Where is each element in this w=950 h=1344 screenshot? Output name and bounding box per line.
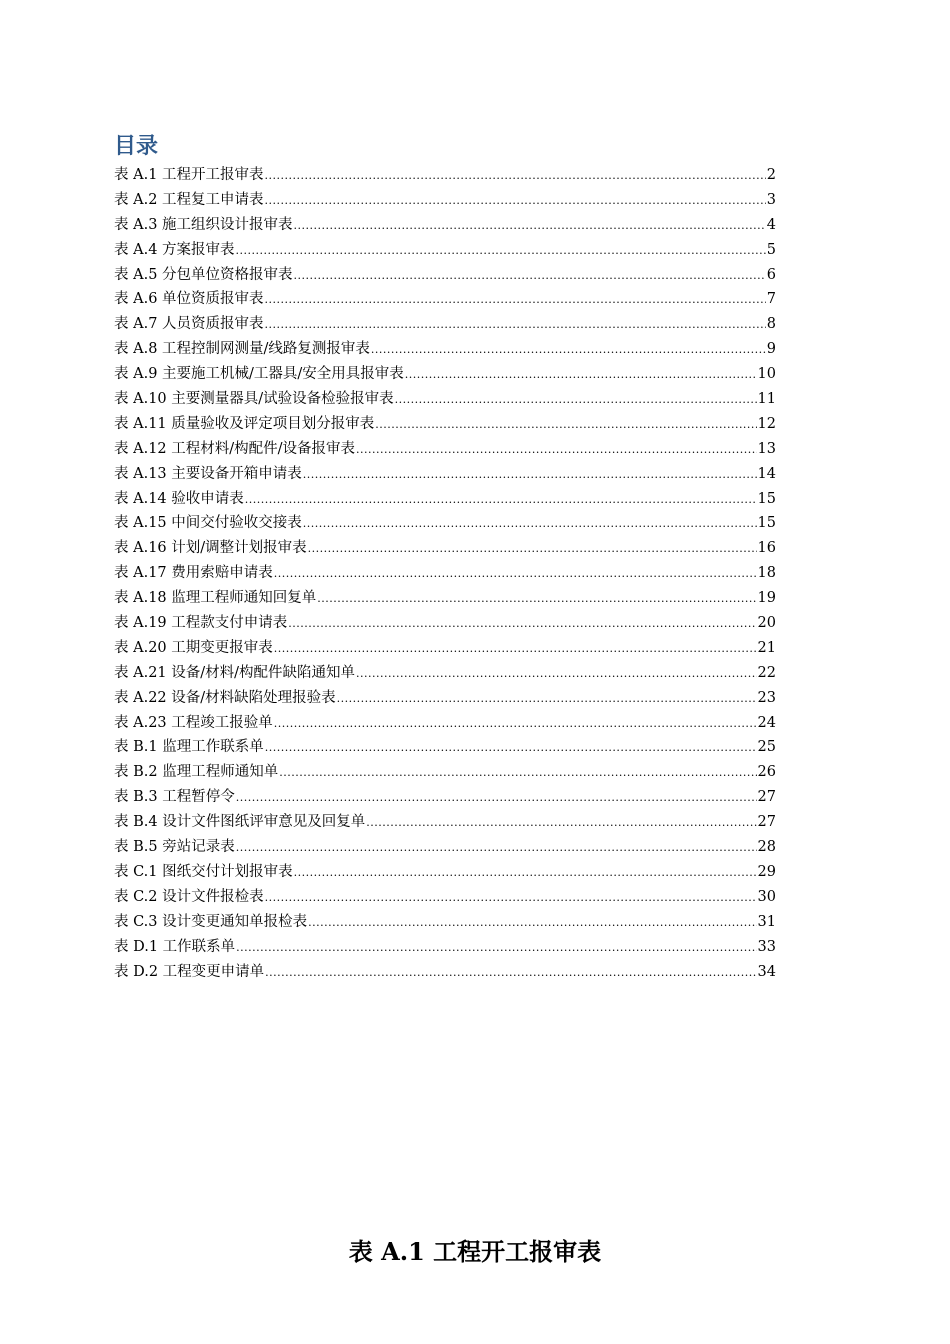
toc-dot-leader <box>308 913 756 933</box>
toc-entry-label: 表 A.5 分包单位资格报审表 <box>114 266 293 283</box>
toc-entry[interactable] <box>114 289 776 314</box>
toc-dot-leader <box>274 639 757 659</box>
toc-dot-leader <box>294 863 757 883</box>
table-of-contents <box>114 165 776 986</box>
toc-entry-page-number: 33 <box>757 938 776 955</box>
toc-entry-page-number: 31 <box>757 913 776 930</box>
toc-dot-leader <box>274 714 757 734</box>
toc-entry[interactable] <box>114 314 776 339</box>
toc-entry-label: 表 B.3 工程暂停令 <box>114 789 235 806</box>
toc-entry-page-number: 27 <box>757 814 776 831</box>
toc-entry-label: 表 A.11 质量验收及评定项目划分报审表 <box>114 415 375 432</box>
toc-entry-page-number: 28 <box>757 839 776 856</box>
toc-entry-page-number: 29 <box>757 863 776 880</box>
toc-dot-leader <box>236 938 756 958</box>
toc-dot-leader <box>265 166 766 186</box>
toc-entry[interactable] <box>114 439 776 464</box>
toc-entry[interactable] <box>114 663 776 688</box>
toc-entry-label: 表 A.8 工程控制网测量/线路复测报审表 <box>114 341 370 358</box>
toc-entry-label: 表 A.14 验收申请表 <box>114 490 244 507</box>
toc-dot-leader <box>308 539 757 559</box>
toc-entry-label: 表 C.3 设计变更通知单报检表 <box>114 913 308 930</box>
toc-dot-leader <box>371 340 766 360</box>
toc-entry-label: 表 A.18 监理工程师通知回复单 <box>114 590 317 607</box>
toc-entry-page-number: 5 <box>766 241 776 258</box>
toc-entry[interactable] <box>114 812 776 837</box>
toc-entry[interactable] <box>114 339 776 364</box>
toc-dot-leader <box>265 888 757 908</box>
toc-entry-label: 表 A.9 主要施工机械/工器具/安全用具报审表 <box>114 366 404 383</box>
toc-dot-leader <box>279 763 756 783</box>
toc-entry-label: 表 B.1 监理工作联系单 <box>114 739 264 756</box>
toc-entry[interactable] <box>114 364 776 389</box>
toc-entry[interactable] <box>114 787 776 812</box>
toc-entry-page-number: 21 <box>757 639 776 656</box>
toc-dot-leader <box>303 465 757 485</box>
toc-entry-label: 表 A.10 主要测量器具/试验设备检验报审表 <box>114 391 394 408</box>
toc-entry-page-number: 15 <box>757 490 776 507</box>
toc-entry-page-number: 25 <box>757 739 776 756</box>
toc-entry[interactable] <box>114 513 776 538</box>
toc-entry[interactable] <box>114 489 776 514</box>
toc-entry-page-number: 34 <box>757 963 776 980</box>
toc-entry-page-number: 3 <box>766 191 776 208</box>
toc-entry[interactable] <box>114 962 776 987</box>
toc-dot-leader <box>356 664 757 684</box>
toc-entry-label: 表 A.16 计划/调整计划报审表 <box>114 540 307 557</box>
toc-entry-page-number: 10 <box>757 366 776 383</box>
toc-entry[interactable] <box>114 937 776 962</box>
toc-entry[interactable] <box>114 240 776 265</box>
toc-entry-label: 表 A.23 工程竣工报验单 <box>114 714 273 731</box>
toc-dot-leader <box>265 963 756 983</box>
toc-entry[interactable] <box>114 638 776 663</box>
toc-entry-page-number: 23 <box>757 689 776 706</box>
toc-entry-page-number: 12 <box>757 415 776 432</box>
toc-entry-page-number: 11 <box>757 391 776 408</box>
toc-entry-label: 表 A.13 主要设备开箱申请表 <box>114 465 302 482</box>
toc-entry[interactable] <box>114 887 776 912</box>
toc-entry-page-number: 4 <box>766 216 776 233</box>
toc-entry[interactable] <box>114 588 776 613</box>
toc-entry-page-number: 2 <box>766 167 776 183</box>
toc-dot-leader <box>288 614 756 634</box>
toc-entry[interactable] <box>114 414 776 439</box>
toc-entry-page-number: 20 <box>757 615 776 632</box>
toc-entry-label: 表 C.2 设计文件报检表 <box>114 888 264 905</box>
toc-entry[interactable] <box>114 265 776 290</box>
toc-entry-page-number: 13 <box>757 440 776 457</box>
toc-entry-label: 表 B.4 设计文件图纸评审意见及回复单 <box>114 814 366 831</box>
toc-entry[interactable] <box>114 215 776 240</box>
toc-dot-leader <box>265 315 766 335</box>
toc-dot-leader <box>337 689 757 709</box>
toc-entry-label: 表 A.20 工期变更报审表 <box>114 639 273 656</box>
toc-entry-label: 表 A.12 工程材料/构配件/设备报审表 <box>114 440 356 457</box>
toc-entry[interactable] <box>114 613 776 638</box>
toc-entry-label: 表 A.7 人员资质报审表 <box>114 316 264 333</box>
toc-heading: 目录 <box>114 134 159 159</box>
toc-dot-leader <box>366 813 756 833</box>
toc-entry[interactable] <box>114 713 776 738</box>
toc-dot-leader <box>395 390 757 410</box>
toc-entry-label: 表 D.2 工程变更申请单 <box>114 963 265 980</box>
toc-entry-page-number: 6 <box>766 266 776 283</box>
toc-entry[interactable] <box>114 912 776 937</box>
toc-entry-label: 表 C.1 图纸交付计划报审表 <box>114 863 293 880</box>
toc-entry-label: 表 A.22 设备/材料缺陷处理报验表 <box>114 689 336 706</box>
toc-dot-leader <box>236 241 766 261</box>
toc-entry[interactable] <box>114 862 776 887</box>
toc-entry[interactable] <box>114 538 776 563</box>
toc-entry-label: 表 A.15 中间交付验收交接表 <box>114 515 302 532</box>
toc-dot-leader <box>294 266 766 286</box>
toc-entry-page-number: 30 <box>757 888 776 905</box>
toc-dot-leader <box>245 490 757 510</box>
toc-dot-leader <box>294 216 766 236</box>
toc-entry[interactable] <box>114 190 776 215</box>
toc-entry-label: 表 A.21 设备/材料/构配件缺陷通知单 <box>114 664 356 681</box>
toc-entry-label: 表 B.5 旁站记录表 <box>114 839 235 856</box>
toc-entry-page-number: 27 <box>757 789 776 806</box>
toc-entry-page-number: 7 <box>766 291 776 308</box>
toc-entry-page-number: 16 <box>757 540 776 557</box>
toc-entry[interactable] <box>114 762 776 787</box>
toc-entry-label: 表 A.19 工程款支付申请表 <box>114 615 288 632</box>
toc-entry-label: 表 A.1 工程开工报审表 <box>114 167 264 183</box>
toc-dot-leader <box>317 589 756 609</box>
toc-entry-label: 表 A.4 方案报审表 <box>114 241 235 258</box>
toc-entry-label: 表 D.1 工作联系单 <box>114 938 236 955</box>
toc-entry-page-number: 9 <box>766 341 776 358</box>
toc-entry[interactable] <box>114 389 776 414</box>
toc-entry-page-number: 8 <box>766 316 776 333</box>
toc-dot-leader <box>303 514 757 534</box>
toc-dot-leader <box>405 365 757 385</box>
toc-dot-leader <box>274 564 757 584</box>
toc-dot-leader <box>265 738 757 758</box>
toc-dot-leader <box>265 290 766 310</box>
toc-entry-page-number: 24 <box>757 714 776 731</box>
toc-entry-label: 表 A.17 费用索赔申请表 <box>114 565 273 582</box>
toc-entry-page-number: 18 <box>757 565 776 582</box>
toc-entry-page-number: 26 <box>757 764 776 781</box>
toc-entry-page-number: 22 <box>757 664 776 681</box>
toc-dot-leader <box>265 191 766 211</box>
toc-entry[interactable] <box>114 737 776 762</box>
toc-entry-label: 表 A.2 工程复工申请表 <box>114 191 264 208</box>
toc-dot-leader <box>356 440 757 460</box>
toc-entry-label: 表 B.2 监理工程师通知单 <box>114 764 279 781</box>
toc-dot-leader <box>236 838 757 858</box>
toc-entry-page-number: 14 <box>757 465 776 482</box>
toc-entry[interactable] <box>114 464 776 489</box>
toc-entry[interactable] <box>114 165 776 190</box>
toc-dot-leader <box>375 415 756 435</box>
section-title: 表 A.1 工程开工报审表 <box>348 1237 602 1266</box>
toc-entry-label: 表 A.3 施工组织设计报审表 <box>114 216 293 233</box>
toc-entry[interactable] <box>114 837 776 862</box>
toc-entry[interactable] <box>114 563 776 588</box>
toc-entry-page-number: 19 <box>757 590 776 607</box>
toc-entry[interactable] <box>114 688 776 713</box>
toc-entry-page-number: 15 <box>757 515 776 532</box>
toc-entry-label: 表 A.6 单位资质报审表 <box>114 291 264 308</box>
toc-dot-leader <box>236 788 757 808</box>
